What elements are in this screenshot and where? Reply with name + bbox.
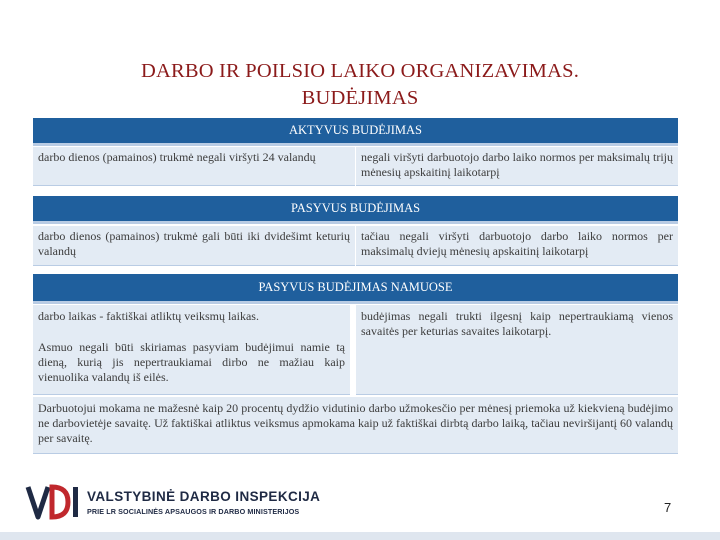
section-2-right-text: tačiau negali viršyti darbuotojo darbo laiko normos per maksimalų dviejų mėnesių apskaitinį laikotarpį [361, 229, 673, 258]
slide-title-line-2: BUDĖJIMAS [301, 87, 419, 109]
section-3-left-text-1: darbo laikas - faktiškai atliktų veiksmų laikas. [38, 309, 259, 323]
slide-title [0, 58, 720, 112]
section-header-aktyvus: AKTYVUS BUDĖJIMAS [33, 118, 678, 146]
vdi-logo [25, 481, 355, 525]
bottom-divider [0, 532, 720, 540]
logo-org-name: VALSTYBINĖ DARBO INSPEKCIJA [87, 489, 321, 504]
section-3-right-cell [356, 305, 678, 395]
section-header-pasyvus: PASYVUS BUDĖJIMAS [33, 196, 678, 224]
page-number: 7 [664, 500, 672, 515]
section-3-bottom-cell [33, 397, 678, 454]
section-1-right-cell [356, 147, 678, 186]
section-3-right-text: budėjimas negali trukti ilgesnį kaip nepertraukiamą vienos savaitės per keturias savaites laikotarpį. [361, 309, 673, 338]
section-3-left-cell [33, 305, 350, 395]
logo-org-sub: PRIE LR SOCIALINĖS APSAUGOS IR DARBO MINISTERIJOS [87, 507, 300, 516]
section-2-left-cell [33, 226, 355, 266]
section-1-left-cell [33, 147, 355, 186]
section-2-right-cell [356, 226, 678, 266]
section-header-pasyvus-namuose: PASYVUS BUDĖJIMAS NAMUOSE [33, 274, 678, 304]
vdi-logo-mark [25, 481, 85, 525]
section-3-left-text-2: Asmuo negali būti skiriamas pasyviam budėjimui namie tą dieną, kurią jis nepertraukiamai dirbo ne mažiau kaip vienuolika valandų iš eilės. [38, 340, 345, 384]
section-1-left-text: darbo dienos (pamainos) trukmė negali viršyti 24 valandų [38, 150, 316, 164]
section-2-left-text: darbo dienos (pamainos) trukmė gali būti iki dvidešimt keturių valandų [38, 229, 350, 258]
section-1-right-text: negali viršyti darbuotojo darbo laiko normos per maksimalų trijų mėnesių apskaitinį laikotarpį [361, 150, 673, 179]
slide-title-line-1: DARBO IR POILSIO LAIKO ORGANIZAVIMAS. [140, 60, 580, 82]
section-3-bottom-text: Darbuotojui mokama ne mažesnė kaip 20 procentų dydžio vidutinio darbo užmokesčio per mėnesį priemoka už kiekvieną budėjimo ne darbovietėje savaitę. Už faktiškai atliktus veiksmus apmokama kaip už faktiškai dirbtą darbo laiką, tačiau neviršijantį 60 valandų per savaitę. [38, 401, 673, 445]
